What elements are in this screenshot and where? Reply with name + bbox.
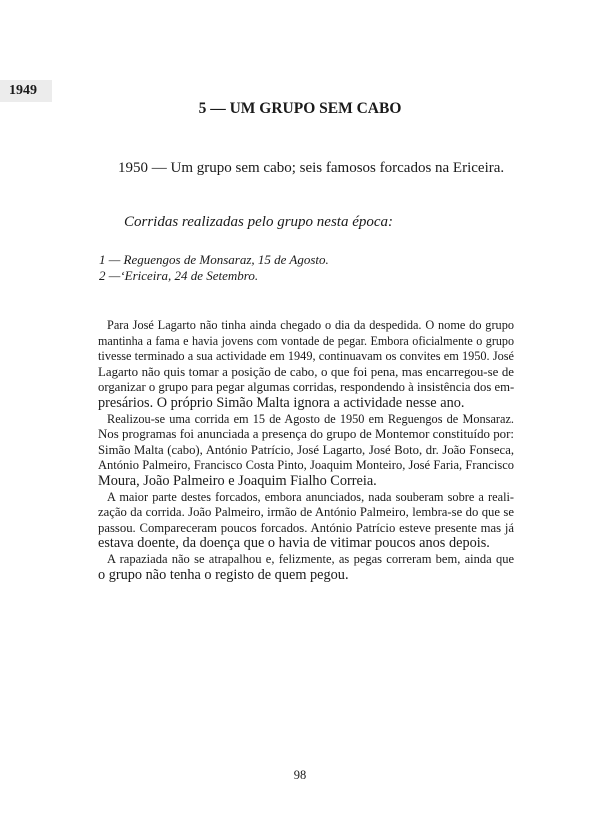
paragraph (98, 412, 514, 490)
text-line: o grupo não tenha o registo de quem pegou. (98, 566, 349, 583)
text-line: passou. Compareceram poucos forcados. António Patrício esteve presente mas já (98, 520, 514, 535)
text-line: Para José Lagarto não tinha ainda chegado o dia da despedida. O nome do grupo (107, 318, 514, 332)
text-line: Simão Malta (cabo), António Patrício, José Lagarto, José Boto, dr. João Fonseca, (98, 442, 514, 457)
text-line: Moura, João Palmeiro e Joaquim Fialho Correia. (98, 472, 377, 489)
text-line: A rapaziada não se atrapalhou e, felizmente, as pegas correram bem, ainda que (107, 551, 514, 566)
text-line: zação da corrida. João Palmeiro, irmão de António Palmeiro, lembra-se do que se (98, 505, 514, 520)
text-line: organizar o grupo para pegar algumas corridas, respondendo à insistência dos em- (98, 380, 515, 395)
chapter-summary: 1950 — Um grupo sem cabo; seis famosos forcados na Ericeira. (118, 160, 505, 176)
text-line: A maior parte destes forcados, embora anunciados, nada souberam sobre a reali- (107, 489, 514, 504)
races-heading: Corridas realizadas pelo grupo nesta época: (124, 214, 394, 230)
chapter-title: 5 — UM GRUPO SEM CABO (198, 100, 402, 117)
text-line: presários. O próprio Simão Malta ignora a actividade nesse ano. (98, 394, 465, 411)
text-line: Lagarto não quis tomar a posição de cabo, o que foi pena, mas encarregou-se de (98, 364, 514, 379)
race-item: 2 —‘Ericeira, 24 de Setembro. (99, 268, 259, 283)
text-line: Nos programas foi anunciada a presença do grupo de Montemor constituído por: (98, 427, 514, 442)
text-line: mantinha a fama e havia jovens com vontade de pegar. Embora oficialmente o grupo (98, 333, 514, 348)
text-line: António Palmeiro, Francisco Costa Pinto, Joaquim Monteiro, José Faria, Francisco (98, 458, 514, 473)
margin-year-tab: 1949 (0, 80, 52, 102)
text-line: tivesse terminado a sua actividade em 1949, continuavam os convites em 1950. José (98, 349, 514, 364)
text-line: estava doente, da doença que o havia de vitimar poucos anos depois. (98, 535, 490, 552)
paragraph (98, 318, 514, 412)
race-item: 1 — Reguengos de Monsaraz, 15 de Agosto. (99, 252, 329, 267)
paragraph (98, 490, 514, 552)
page-number: 98 (293, 768, 307, 782)
races-list (99, 252, 329, 284)
text-line: Realizou-se uma corrida em 15 de Agosto de 1950 em Reguengos de Monsaraz. (107, 411, 514, 426)
body-text (98, 318, 514, 583)
paragraph (98, 552, 514, 583)
